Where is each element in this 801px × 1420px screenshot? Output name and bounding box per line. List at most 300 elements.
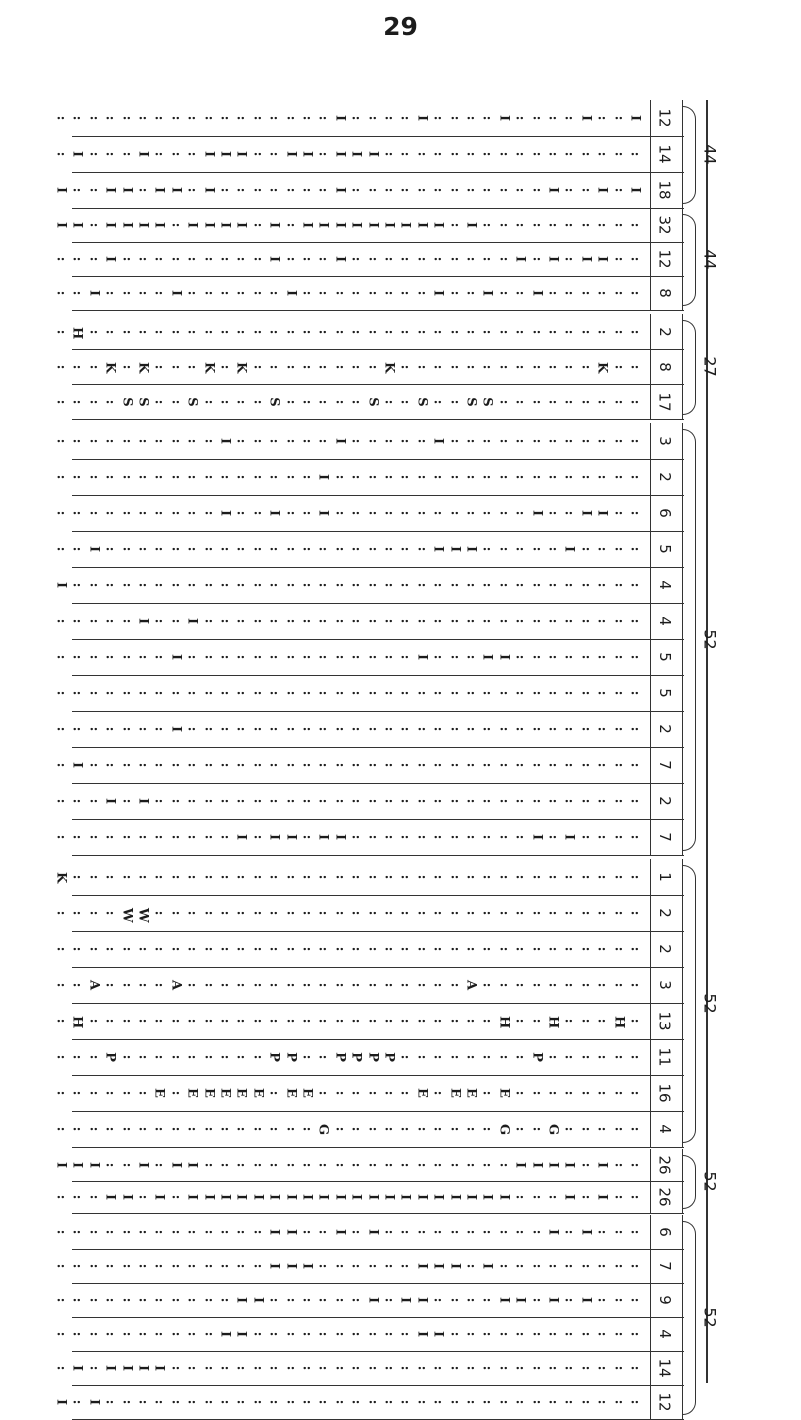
dot-leader: : [348,290,364,296]
dot-leader: : [86,582,102,588]
tally-mark: I [397,1296,413,1304]
dot-leader: : [201,329,217,334]
dot-leader: : [184,1365,200,1371]
dot-leader: : [463,834,479,840]
dot-leader: : [594,1054,610,1060]
tally-mark: I [381,221,397,229]
dot-leader: : [299,1054,315,1060]
dot-leader: : [283,762,299,768]
dot-leader: : [151,1162,167,1168]
dot-leader: : [463,115,479,121]
dot-leader: : [151,690,167,696]
dot-leader: : [627,364,643,369]
dot-leader: : [151,364,167,369]
row-count [650,639,680,675]
dot-leader: : [151,1229,167,1235]
dot-leader: : [545,874,561,880]
tally-mark: I [315,221,331,229]
dot-leader: : [414,1126,430,1132]
dot-leader: : [69,474,85,480]
dot-leader: : [201,1162,217,1168]
dot-leader: : [381,1297,397,1303]
dot-leader: : [201,654,217,660]
dot-leader: : [545,1090,561,1096]
table-row [44,819,674,855]
dot-leader: : [414,690,430,696]
dot-leader: : [217,474,233,480]
dot-leader: : [479,1399,495,1405]
dot-leader: : [299,364,315,369]
dot-leader: : [611,726,627,732]
dot-leader: : [512,1263,528,1269]
dot-leader: : [86,798,102,804]
tally-mark: I [233,221,249,229]
dot-leader: : [611,1162,627,1168]
dot-leader: : [266,1297,282,1303]
row-count [650,100,680,136]
row-marks [44,747,652,783]
dot-leader: : [529,874,545,880]
dot-leader: : [299,874,315,880]
dot-leader: : [381,798,397,804]
dot-leader: : [299,618,315,624]
dot-leader: : [69,910,85,916]
row-count-text: 5 [655,688,674,698]
dot-leader: : [512,1365,528,1371]
dot-leader: : [496,364,512,369]
dot-leader: : [414,187,430,193]
tally-mark: I [479,289,495,297]
row-marks [44,1111,652,1147]
dot-leader: : [545,438,561,444]
dot-leader: : [217,982,233,988]
dot-leader: : [594,910,610,916]
dot-leader: : [414,874,430,880]
dot-leader: : [578,1018,594,1024]
dot-leader: : [594,546,610,552]
row-count-text: 12 [656,1392,674,1412]
dot-leader: : [135,874,151,880]
row-count-text: 3 [655,436,674,446]
tally-mark: I [545,186,561,194]
dot-leader: : [414,1229,430,1235]
dot-leader: : [561,618,577,624]
dot-leader: : [233,582,249,588]
dot-leader: : [217,726,233,732]
dot-leader: : [381,982,397,988]
dot-leader: : [119,1229,135,1235]
tally-mark: K [381,361,397,373]
dot-leader: : [299,256,315,262]
dot-leader: : [627,546,643,552]
row-count [650,459,680,495]
dot-leader: : [315,946,331,952]
dot-leader: : [315,399,331,404]
dot-leader: : [53,834,69,840]
tally-mark: I [430,545,446,553]
dot-leader: : [479,690,495,696]
dot-leader: : [135,726,151,732]
tally-mark: I [414,221,430,229]
dot-leader: : [86,946,102,952]
dot-leader: : [168,1018,184,1024]
dot-leader: : [119,946,135,952]
table-row [44,1111,674,1147]
dot-leader: : [201,256,217,262]
tally-mark: K [135,361,151,373]
tally-mark: I [496,1193,512,1201]
dot-leader: : [611,1054,627,1060]
tally-mark: I [315,833,331,841]
dot-leader: : [168,256,184,262]
dot-leader: : [151,256,167,262]
dot-leader: : [283,364,299,369]
dot-leader: : [561,256,577,262]
dot-leader: : [184,1331,200,1337]
dot-leader: : [627,1297,643,1303]
dot-leader: : [217,115,233,121]
dot-leader: : [529,798,545,804]
dot-leader: : [135,1297,151,1303]
dot-leader: : [283,690,299,696]
table-row [44,423,674,459]
dot-leader: : [496,1263,512,1269]
row-count-text: 12 [656,249,674,269]
table-row [44,1075,674,1111]
tally-mark: A [168,980,184,991]
dot-leader: : [151,762,167,768]
tally-mark: I [283,289,299,297]
dot-leader: : [529,546,545,552]
tally-mark: I [594,1193,610,1201]
dot-leader: : [168,762,184,768]
dot-leader: : [594,1331,610,1337]
dot-leader: : [463,690,479,696]
tally-mark: I [332,114,348,122]
dot-leader: : [348,1229,364,1235]
dot-leader: : [201,1365,217,1371]
tally-mark: I [430,437,446,445]
dot-leader: : [102,151,118,157]
row-marks [44,1351,652,1385]
dot-leader: : [561,1126,577,1132]
dot-leader: : [283,1399,299,1405]
dot-leader: : [201,798,217,804]
dot-leader: : [479,222,495,228]
row-marks [44,1075,652,1111]
dot-leader: : [53,256,69,262]
dot-leader: : [86,474,102,480]
dot-leader: : [69,256,85,262]
dot-leader: : [283,399,299,404]
tally-mark: I [578,1228,594,1236]
dot-leader: : [233,546,249,552]
table-row [44,1039,674,1075]
dot-leader: : [397,1365,413,1371]
tally-mark: I [168,725,184,733]
dot-leader: : [201,1263,217,1269]
dot-leader: : [135,946,151,952]
dot-leader: : [365,329,381,334]
dot-leader: : [53,982,69,988]
dot-leader: : [119,690,135,696]
dot-leader: : [512,654,528,660]
tally-mark: G [315,1124,331,1136]
dot-leader: : [283,1018,299,1024]
dot-leader: : [430,690,446,696]
table-row [44,1249,674,1283]
dot-leader: : [545,115,561,121]
tally-mark: E [496,1088,512,1098]
dot-leader: : [184,910,200,916]
tally-mark: P [381,1052,397,1062]
dot-leader: : [578,1054,594,1060]
dot-leader: : [69,438,85,444]
tally-mark: I [332,437,348,445]
row-marks [44,931,652,967]
dot-leader: : [201,834,217,840]
dot-leader: : [217,690,233,696]
dot-leader: : [430,1229,446,1235]
dot-leader: : [594,151,610,157]
dot-leader: : [348,115,364,121]
dot-leader: : [611,1126,627,1132]
table-row [44,931,674,967]
dot-leader: : [627,618,643,624]
dot-leader: : [250,546,266,552]
tally-mark: I [430,1193,446,1201]
dot-leader: : [250,1229,266,1235]
dot-leader: : [233,1365,249,1371]
dot-leader: : [496,1054,512,1060]
tally-mark: I [512,255,528,263]
dot-leader: : [217,582,233,588]
dot-leader: : [627,762,643,768]
dot-leader: : [578,151,594,157]
dot-leader: : [332,762,348,768]
tally-mark: I [365,1193,381,1201]
dot-leader: : [151,798,167,804]
dot-leader: : [381,726,397,732]
dot-leader: : [53,726,69,732]
dot-leader: : [151,1263,167,1269]
row-count [650,747,680,783]
dot-leader: : [594,762,610,768]
dot-leader: : [578,798,594,804]
row-marks [44,967,652,1003]
dot-leader: : [86,910,102,916]
dot-leader: : [135,187,151,193]
tally-mark: I [135,221,151,229]
tally-mark: I [233,150,249,158]
dot-leader: : [397,582,413,588]
dot-leader: : [168,1090,184,1096]
dot-leader: : [119,1126,135,1132]
dot-leader: : [332,690,348,696]
dot-leader: : [299,1126,315,1132]
table-row [44,603,674,639]
dot-leader: : [545,151,561,157]
dot-leader: : [250,618,266,624]
dot-leader: : [447,256,463,262]
dot-leader: : [315,151,331,157]
tally-mark: I [217,150,233,158]
dot-leader: : [184,290,200,296]
dot-leader: : [332,1162,348,1168]
row-count [650,819,680,855]
dot-leader: : [414,438,430,444]
dot-leader: : [283,910,299,916]
dot-leader: : [430,1090,446,1096]
dot-leader: : [463,256,479,262]
tally-mark: I [414,1296,430,1304]
dot-leader: : [496,546,512,552]
dot-leader: : [266,1162,282,1168]
dot-leader: : [447,1365,463,1371]
dot-leader: : [397,1162,413,1168]
dot-leader: : [135,1229,151,1235]
dot-leader: : [53,1126,69,1132]
dot-leader: : [332,654,348,660]
dot-leader: : [430,1297,446,1303]
dot-leader: : [184,115,200,121]
dot-leader: : [168,222,184,228]
dot-leader: : [168,798,184,804]
dot-leader: : [299,187,315,193]
table-row [44,172,674,208]
dot-leader: : [496,726,512,732]
dot-leader: : [233,1229,249,1235]
dot-leader: : [611,187,627,193]
group-total [690,1215,730,1419]
dot-leader: : [283,618,299,624]
dot-leader: : [86,834,102,840]
dot-leader: : [414,151,430,157]
dot-leader: : [151,151,167,157]
tally-mark: I [332,1228,348,1236]
dot-leader: : [332,329,348,334]
table-row [44,967,674,1003]
dot-leader: : [529,946,545,952]
tally-mark: E [151,1088,167,1098]
dot-leader: : [201,874,217,880]
tally-mark: I [365,150,381,158]
group-total-text: 44 [700,248,720,270]
dot-leader: : [447,1331,463,1337]
dot-leader: : [561,1229,577,1235]
dot-leader: : [299,438,315,444]
dot-leader: : [168,151,184,157]
dot-leader: : [86,187,102,193]
dot-leader: : [201,762,217,768]
dot-leader: : [463,798,479,804]
dot-leader: : [627,690,643,696]
dot-leader: : [348,510,364,516]
dot-leader: : [348,910,364,916]
dot-leader: : [561,1331,577,1337]
dot-leader: : [201,510,217,516]
dot-leader: : [381,1126,397,1132]
dot-leader: : [578,618,594,624]
dot-leader: : [578,910,594,916]
table-row [44,1181,674,1213]
dot-leader: : [266,946,282,952]
dot-leader: : [381,618,397,624]
dot-leader: : [430,115,446,121]
dot-leader: : [168,546,184,552]
dot-leader: : [611,222,627,228]
dot-leader: : [266,726,282,732]
dot-leader: : [529,256,545,262]
dot-leader: : [299,1229,315,1235]
dot-leader: : [201,1399,217,1405]
row-count-text: 1 [655,872,674,882]
dot-leader: : [496,256,512,262]
table-row [44,1283,674,1317]
dot-leader: : [381,1162,397,1168]
tally-mark: I [332,255,348,263]
dot-leader: : [299,399,315,404]
dot-leader: : [365,582,381,588]
dot-leader: : [627,1263,643,1269]
dot-leader: : [594,618,610,624]
tally-mark: A [463,980,479,991]
tally-mark: I [299,221,315,229]
dot-leader: : [119,762,135,768]
group-total-text: 52 [700,992,720,1014]
dot-leader: : [561,222,577,228]
dot-leader: : [578,399,594,404]
dot-leader: : [53,1090,69,1096]
dot-leader: : [332,399,348,404]
dot-leader: : [463,1263,479,1269]
dot-leader: : [119,1018,135,1024]
tally-mark: I [529,509,545,517]
dot-leader: : [283,798,299,804]
dot-leader: : [53,1263,69,1269]
tally-mark: I [299,1193,315,1201]
dot-leader: : [201,582,217,588]
dot-leader: : [250,1162,266,1168]
dot-leader: : [135,582,151,588]
row-count [650,895,680,931]
tally-mark: I [168,186,184,194]
dot-leader: : [135,474,151,480]
tally-mark: K [594,361,610,373]
dot-leader: : [545,762,561,768]
dot-leader: : [348,834,364,840]
dot-leader: : [512,438,528,444]
row-count [650,1385,680,1419]
dot-leader: : [217,1297,233,1303]
dot-leader: : [69,187,85,193]
dot-leader: : [151,474,167,480]
dot-leader: : [463,1399,479,1405]
dot-leader: : [512,618,528,624]
dot-leader: : [496,910,512,916]
dot-leader: : [151,1331,167,1337]
row-count-text: 4 [655,616,674,626]
dot-leader: : [250,726,266,732]
dot-leader: : [315,1297,331,1303]
dot-leader: : [348,1365,364,1371]
dot-leader: : [250,329,266,334]
dot-leader: : [86,399,102,404]
dot-leader: : [332,798,348,804]
dot-leader: : [496,1162,512,1168]
dot-leader: : [315,690,331,696]
tally-mark: K [53,872,69,884]
